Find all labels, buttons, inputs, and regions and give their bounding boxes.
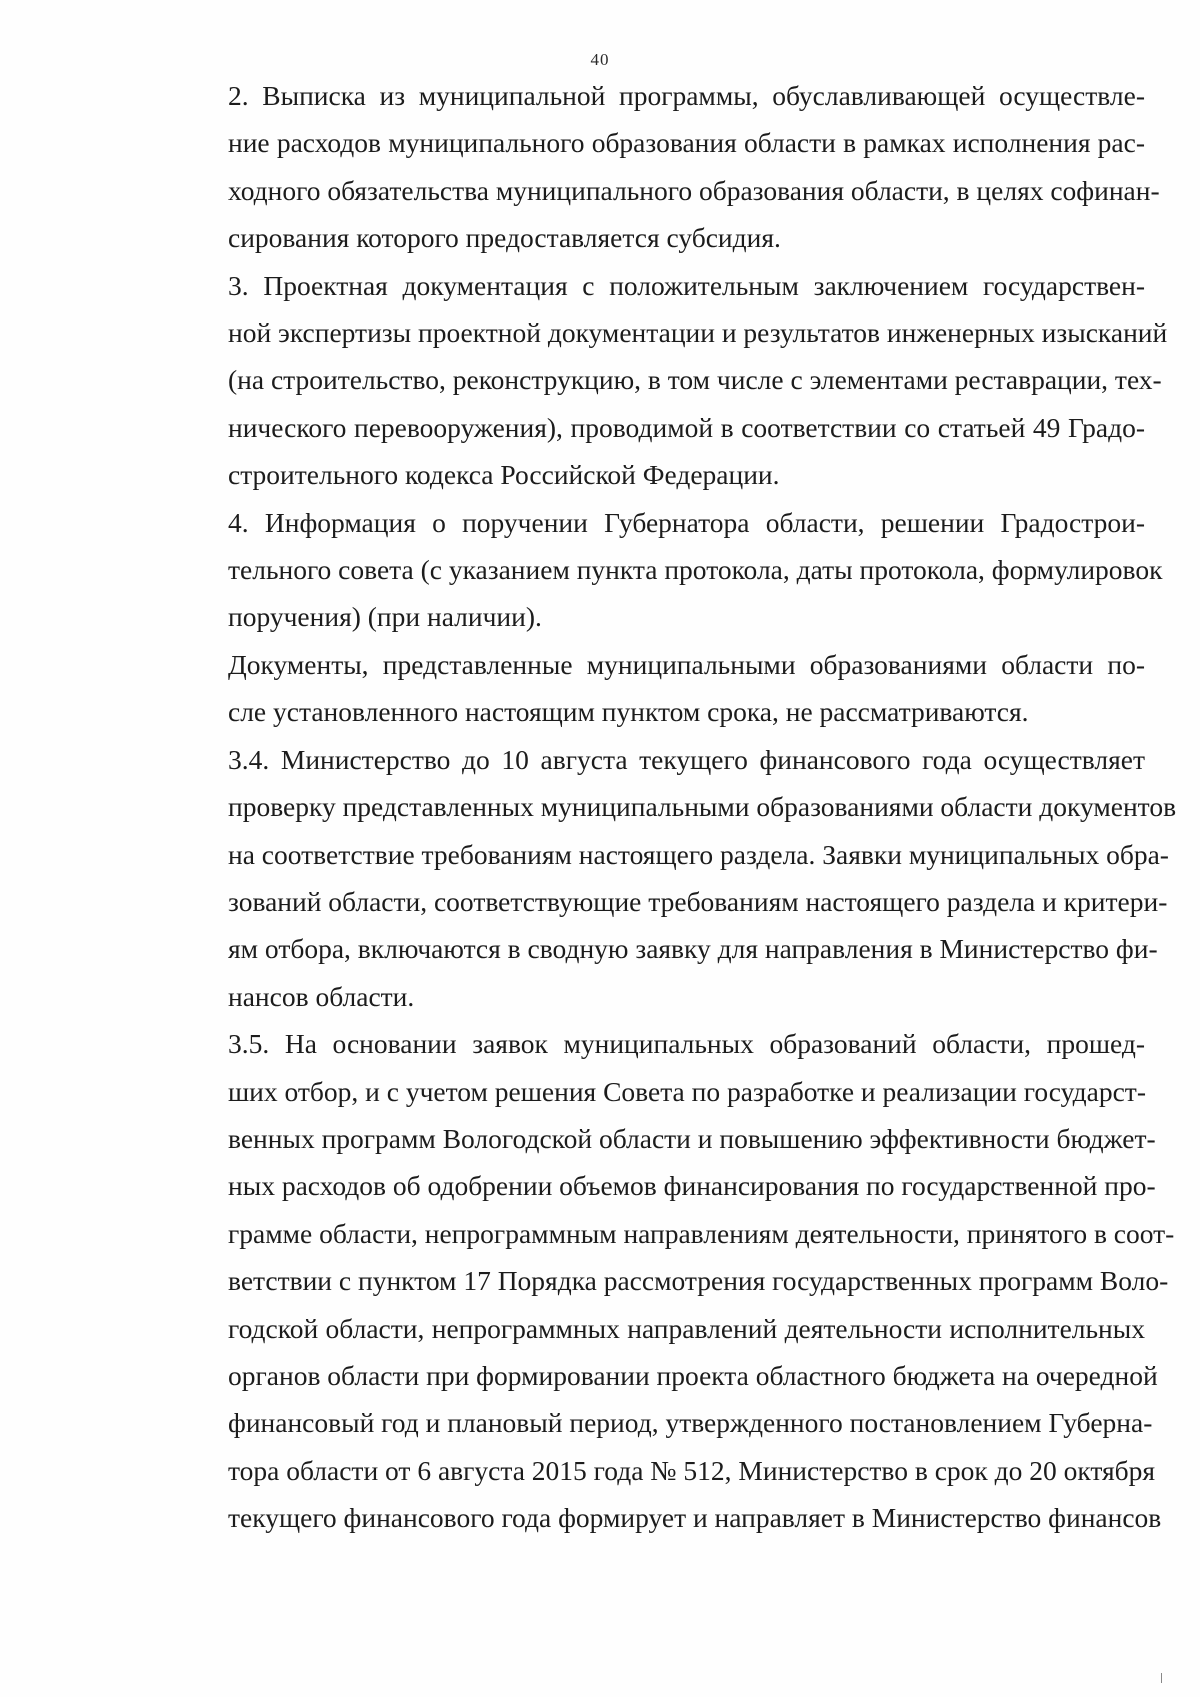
document-body: [158, 72, 1177, 1542]
text-line: тора области от 6 августа 2015 года № 512, Министерство в срок до 20 октября: [228, 1454, 1156, 1486]
text-line: на соответствие требованиям настоящего раздела. Заявки муниципальных обра-: [228, 838, 1169, 870]
text-line: нансов области.: [228, 980, 415, 1012]
text-line: Документы, представленные муниципальными образованиями области по-: [228, 648, 1145, 680]
text-line: финансовый год и плановый период, утвержденного постановлением Губерна-: [228, 1407, 1153, 1439]
paragraph-3-4: [158, 736, 1177, 1020]
scan-artifact-mark: [1161, 1673, 1162, 1683]
text-line: (на строительство, реконструкцию, в том числе с элементами реставрации, тех-: [228, 364, 1162, 396]
text-line: ние расходов муниципального образования области в рамках исполнения рас-: [228, 127, 1145, 159]
text-line: поручения) (при наличии).: [228, 601, 542, 633]
paragraph-item-2: [158, 72, 1160, 262]
text-line: сле установленного настоящим пунктом срока, не рассматриваются.: [228, 696, 1029, 728]
paragraph-item-3: [158, 262, 1168, 499]
text-line: ходного обязательства муниципального образования области, в целях софинан-: [228, 174, 1160, 206]
text-line: зований области, соответствующие требованиям настоящего раздела и критери-: [228, 885, 1168, 917]
page-number: 40: [590, 50, 610, 69]
text-line: нического перевооружения), проводимой в соответствии со статьей 49 Градо-: [228, 411, 1145, 443]
text-line: проверку представленных муниципальными образованиями области документов: [228, 791, 1177, 823]
text-line: сирования которого предоставляется субсидия.: [228, 222, 781, 254]
text-line: 2. Выписка из муниципальной программы, обуславливающей осуществле-: [228, 80, 1145, 111]
text-line: строительного кодекса Российской Федерации.: [228, 459, 780, 491]
paragraph-documents-note: [158, 641, 1145, 736]
text-line: органов области при формировании проекта областного бюджета на очередной: [228, 1359, 1158, 1391]
text-line: 3.5. На основании заявок муниципальных образований области, прошед-: [228, 1028, 1145, 1060]
text-line: 4. Информация о поручении Губернатора области, решении Градострои-: [228, 506, 1145, 538]
text-line: ших отбор, и с учетом решения Совета по разработке и реализации государст-: [228, 1075, 1146, 1107]
text-line: годской области, непрограммных направлений деятельности исполнительных: [228, 1312, 1145, 1344]
text-line: 3.4. Министерство до 10 августа текущего финансового года осуществляет: [228, 743, 1145, 775]
text-line: ной экспертизы проектной документации и результатов инженерных изысканий: [228, 317, 1168, 349]
text-line: венных программ Вологодской области и повышению эффективности бюджет-: [228, 1122, 1156, 1154]
text-line: ям отбора, включаются в сводную заявку для направления в Министерство фи-: [228, 933, 1158, 965]
text-line: грамме области, непрограммным направлениям деятельности, принятого в соот-: [228, 1217, 1175, 1249]
text-line: ных расходов об одобрении объемов финансирования по государственной про-: [228, 1170, 1156, 1202]
paragraph-3-5: [158, 1020, 1175, 1541]
text-line: тельного совета (с указанием пункта протокола, даты протокола, формулировок: [228, 554, 1163, 586]
text-line: ветствии с пунктом 17 Порядка рассмотрения государственных программ Воло-: [228, 1265, 1169, 1297]
text-line: 3. Проектная документация с положительным заключением государствен-: [228, 269, 1145, 301]
text-line: текущего финансового года формирует и направляет в Министерство финансов: [228, 1502, 1162, 1534]
paragraph-item-4: [158, 499, 1163, 641]
